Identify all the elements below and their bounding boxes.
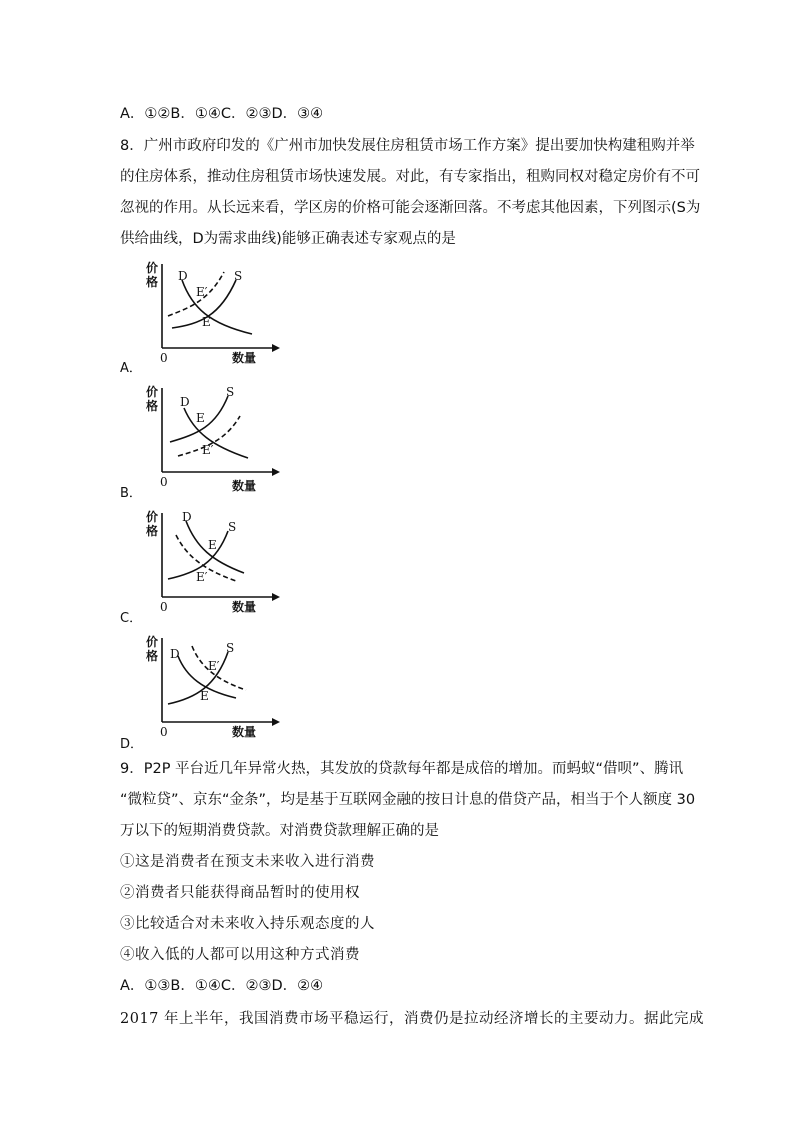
graph-c-x-label: 数量	[232, 600, 257, 614]
graph-b-origin: 0	[160, 475, 168, 489]
graph-a-d-label: D	[178, 269, 188, 283]
q8-stem-line-1: 8．广州市政府印发的《广州市加快发展住房租赁市场工作方案》提出要加快构建租购并举	[120, 138, 695, 154]
graph-d-label: D．	[120, 737, 144, 752]
graph-a-origin: 0	[160, 351, 168, 365]
graph-c-d-label: D	[182, 510, 192, 524]
graph-b-y-label-1: 价	[146, 385, 159, 399]
graph-b-x-label: 数量	[232, 479, 257, 493]
graph-b-label: B．	[120, 486, 142, 501]
graph-c-s-label: S	[228, 520, 237, 534]
graph-d-s-label: S	[226, 641, 235, 655]
graph-c-e-label: E	[208, 538, 217, 552]
q8-stem-line-2: 的住房体系，推动住房租赁市场快速发展。对此，有专家指出，租购同权对稳定房价有不可	[120, 169, 700, 185]
graph-d-y-label-1: 价	[146, 635, 159, 649]
graph-c	[140, 507, 280, 617]
q9-options: A．①③B．①④C．②③D．②④	[120, 978, 324, 994]
graph-a-y-label-1: 价	[146, 261, 159, 275]
q7-options: A．①②B．①④C．②③D．③④	[120, 106, 324, 122]
q9-item-1: ①这是消费者在预支未来收入进行消费	[120, 854, 375, 870]
graph-c-y-label-2: 格	[146, 524, 159, 538]
graph-d-e-label: E	[200, 689, 209, 703]
graph-c-origin: 0	[160, 600, 168, 614]
q8-stem-line-3: 忽视的作用。从长远来看，学区房的价格可能会逐渐回落。不考虑其他因素，下列图示(S为	[120, 200, 701, 216]
graph-c-y-label-1: 价	[146, 510, 159, 524]
graph-b	[140, 382, 280, 492]
graph-a-e-label: E	[202, 315, 211, 329]
graph-d-x-label: 数量	[232, 725, 257, 739]
graph-a-s-label: S	[234, 269, 243, 283]
graph-d-origin: 0	[160, 725, 168, 739]
q9-stem-line-2: “微粒贷”、京东“金条”，均是基于互联网金融的按日计息的借贷产品，相当于个人额度 30	[120, 792, 696, 808]
q8-stem-line-4: 供给曲线，D为需求曲线)能够正确表述专家观点的是	[120, 231, 456, 247]
q9-item-2: ②消费者只能获得商品暂时的使用权	[120, 885, 360, 901]
graph-c-e2-label: E′	[196, 570, 208, 584]
graph-b-e2-label: E′	[202, 443, 214, 457]
graph-b-y-label-2: 格	[146, 399, 159, 413]
graph-a-x-label: 数量	[232, 351, 257, 365]
graph-b-s-label: S	[226, 385, 235, 399]
graph-d-d-label: D	[170, 647, 180, 661]
graph-a-demand-curve	[182, 280, 252, 334]
q9-stem-line-1: 9．P2P 平台近几年异常火热，其发放的贷款每年都是成倍的增加。而蚂蚁“借呗”、腾讯	[120, 761, 684, 777]
graph-a-label: A．	[120, 361, 142, 376]
graph-b-d-label: D	[180, 395, 190, 409]
next-section-intro: 2017 年上半年，我国消费市场平稳运行，消费仍是拉动经济增长的主要动力。据此完成	[120, 1011, 705, 1027]
graph-d-e2-label: E′	[208, 659, 220, 673]
graph-a-y-label-2: 格	[146, 275, 159, 289]
q9-stem-line-3: 万以下的短期消费贷款。对消费贷款理解正确的是	[120, 823, 439, 839]
graph-d-y-label-2: 格	[146, 649, 159, 663]
graph-b-e-label: E	[196, 411, 205, 425]
graph-d	[140, 632, 280, 742]
q9-item-3: ③比较适合对未来收入持乐观态度的人	[120, 916, 375, 932]
graph-a-e2-label: E′	[196, 285, 208, 299]
graph-c-label: C．	[120, 611, 143, 626]
q9-item-4: ④收入低的人都可以用这种方式消费	[120, 947, 360, 963]
graph-a	[140, 258, 280, 368]
